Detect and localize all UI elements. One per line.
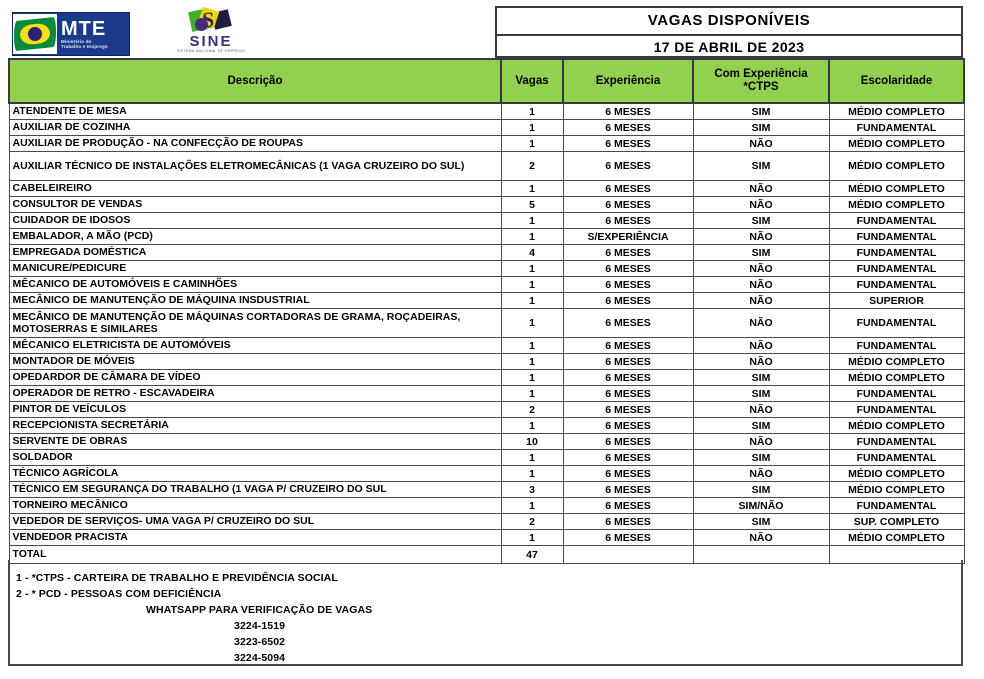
cell-experiencia: S/EXPERIÊNCIA: [563, 229, 693, 245]
cell-total-vagas: 47: [501, 546, 563, 564]
cell-descricao: MÊCANICO DE AUTOMÓVEIS E CAMINHÕES: [9, 277, 501, 293]
cell-experiencia: 6 MESES: [563, 293, 693, 309]
table-row: [9, 309, 964, 338]
table-row: [9, 418, 964, 434]
table-row: [9, 197, 964, 213]
cell-escolaridade: FUNDAMENTAL: [829, 386, 964, 402]
cell-experiencia: 6 MESES: [563, 277, 693, 293]
cell-com-experiencia-ctps: NÃO: [693, 434, 829, 450]
cell-vagas: 1: [501, 181, 563, 197]
table-row: [9, 293, 964, 309]
column-header-experiencia: Experiência: [563, 59, 693, 103]
cell-escolaridade: SUP. COMPLETO: [829, 514, 964, 530]
table-row: [9, 498, 964, 514]
table-row: [9, 261, 964, 277]
sine-subtitle: SISTEMA NACIONAL DE EMPREGO: [176, 49, 246, 53]
column-header-escolaridade: Escolaridade: [829, 59, 964, 103]
mte-acronym: MTE: [61, 17, 107, 40]
cell-com-experiencia-ctps: NÃO: [693, 136, 829, 152]
cell-escolaridade: FUNDAMENTAL: [829, 277, 964, 293]
table-row: [9, 402, 964, 418]
table-row: [9, 136, 964, 152]
cell-descricao: CONSULTOR DE VENDAS: [9, 197, 501, 213]
table-row: [9, 386, 964, 402]
cell-escolaridade: FUNDAMENTAL: [829, 434, 964, 450]
table-row: [9, 103, 964, 120]
table-row: [9, 120, 964, 136]
cell-com-experiencia-ctps: NÃO: [693, 229, 829, 245]
cell-descricao: TÉCNICO AGRÍCOLA: [9, 466, 501, 482]
cell-escolaridade: FUNDAMENTAL: [829, 213, 964, 229]
cell-escolaridade: FUNDAMENTAL: [829, 245, 964, 261]
cell-com-experiencia-ctps: NÃO: [693, 181, 829, 197]
cell-experiencia: 6 MESES: [563, 498, 693, 514]
cell-descricao: OPERADOR DE RETRO - ESCAVADEIRA: [9, 386, 501, 402]
column-header-ctps-line2: *CTPS: [743, 81, 779, 93]
cell-vagas: 1: [501, 466, 563, 482]
cell-descricao: MÊCANICO ELETRICISTA DE AUTOMÓVEIS: [9, 338, 501, 354]
cell-vagas: 1: [501, 229, 563, 245]
column-header-vagas: Vagas: [501, 59, 563, 103]
cell-escolaridade: MÉDIO COMPLETO: [829, 354, 964, 370]
cell-descricao: CABELEIREIRO: [9, 181, 501, 197]
whatsapp-phone-3: 3224-5094: [234, 652, 286, 664]
cell-descricao: EMBALADOR, A MÃO (PCD): [9, 229, 501, 245]
table-row: [9, 213, 964, 229]
cell-total-label: TOTAL: [9, 546, 501, 564]
cell-escolaridade: MÉDIO COMPLETO: [829, 197, 964, 213]
cell-com-experiencia-ctps: SIM: [693, 514, 829, 530]
cell-escolaridade: SUPERIOR: [829, 293, 964, 309]
cell-descricao: AUXILIAR DE PRODUÇÃO - NA CONFECÇÃO DE ROUPAS: [9, 136, 501, 152]
cell-com-experiencia-ctps: SIM: [693, 450, 829, 466]
cell-com-experiencia-ctps: NÃO: [693, 277, 829, 293]
cell-descricao: ATENDENTE DE MESA: [9, 103, 501, 120]
cell-experiencia: 6 MESES: [563, 466, 693, 482]
cell-com-experiencia-ctps: SIM: [693, 120, 829, 136]
cell-descricao: AUXILIAR TÉCNICO DE INSTALAÇÕES ELETROMECÂNICAS (1 VAGA CRUZEIRO DO SUL): [9, 152, 501, 181]
whatsapp-phone-2: 3223-6502: [234, 636, 286, 648]
page-date: 17 DE ABRIL DE 2023: [653, 39, 805, 55]
whatsapp-phone-1: 3224-1519: [234, 620, 286, 632]
cell-experiencia: 6 MESES: [563, 103, 693, 120]
mte-logo: [12, 12, 130, 56]
cell-descricao: TORNEIRO MECÂNICO: [9, 498, 501, 514]
cell-vagas: 1: [501, 498, 563, 514]
cell-com-experiencia-ctps: SIM: [693, 370, 829, 386]
cell-vagas: 1: [501, 370, 563, 386]
table-row: [9, 466, 964, 482]
cell-experiencia: 6 MESES: [563, 402, 693, 418]
cell-com-experiencia-ctps: NÃO: [693, 354, 829, 370]
cell-descricao: SERVENTE DE OBRAS: [9, 434, 501, 450]
cell-com-experiencia-ctps: SIM/NÃO: [693, 498, 829, 514]
cell-vagas: 1: [501, 530, 563, 546]
cell-vagas: 2: [501, 514, 563, 530]
cell-descricao: PINTOR DE VEÍCULOS: [9, 402, 501, 418]
cell-escolaridade: MÉDIO COMPLETO: [829, 181, 964, 197]
cell-com-experiencia-ctps: NÃO: [693, 338, 829, 354]
cell-vagas: 4: [501, 245, 563, 261]
cell-descricao: RECEPCIONISTA SECRETÁRIA: [9, 418, 501, 434]
table-row: [9, 152, 964, 181]
cell-escolaridade: FUNDAMENTAL: [829, 402, 964, 418]
cell-escolaridade: FUNDAMENTAL: [829, 120, 964, 136]
note-ctps: 1 - *CTPS - CARTEIRA DE TRABALHO E PREVIDÊNCIA SOCIAL: [16, 572, 338, 584]
logo-area: [8, 6, 495, 58]
cell-vagas: 2: [501, 402, 563, 418]
cell-escolaridade: FUNDAMENTAL: [829, 338, 964, 354]
cell-escolaridade: MÉDIO COMPLETO: [829, 482, 964, 498]
column-header-descricao: Descrição: [9, 59, 501, 103]
cell-experiencia: 6 MESES: [563, 152, 693, 181]
table-row: [9, 482, 964, 498]
sine-wordmark: SINE: [189, 33, 233, 50]
cell-escolaridade: MÉDIO COMPLETO: [829, 530, 964, 546]
cell-descricao: AUXILIAR DE COZINHA: [9, 120, 501, 136]
cell-vagas: 1: [501, 120, 563, 136]
cell-escolaridade: FUNDAMENTAL: [829, 498, 964, 514]
cell-com-experiencia-ctps: SIM: [693, 482, 829, 498]
cell-experiencia: 6 MESES: [563, 434, 693, 450]
sine-logo: [176, 8, 246, 58]
cell-experiencia: 6 MESES: [563, 245, 693, 261]
cell-vagas: 1: [501, 450, 563, 466]
cell-escolaridade: MÉDIO COMPLETO: [829, 370, 964, 386]
cell-experiencia: 6 MESES: [563, 181, 693, 197]
cell-com-experiencia-ctps: NÃO: [693, 466, 829, 482]
cell-com-experiencia-ctps: SIM: [693, 245, 829, 261]
cell-descricao: MECÂNICO DE MANUTENÇÃO DE MÁQUINAS CORTADORAS DE GRAMA, ROÇADEIRAS, MOTOSERRAS E SIMILARES: [9, 309, 501, 338]
vacancies-table: [8, 58, 965, 564]
cell-com-experiencia-ctps: NÃO: [693, 293, 829, 309]
cell-vagas: 1: [501, 386, 563, 402]
table-row: [9, 530, 964, 546]
cell-experiencia: 6 MESES: [563, 450, 693, 466]
cell-experiencia: 6 MESES: [563, 418, 693, 434]
cell-escolaridade: MÉDIO COMPLETO: [829, 103, 964, 120]
cell-escolaridade: FUNDAMENTAL: [829, 309, 964, 338]
cell-experiencia: 6 MESES: [563, 136, 693, 152]
mte-subtitle-line2: Trabalho e Emprego: [61, 44, 108, 49]
table-row: [9, 277, 964, 293]
page-title: VAGAS DISPONÍVEIS: [497, 8, 961, 36]
cell-vagas: 1: [501, 261, 563, 277]
cell-com-experiencia-ctps: NÃO: [693, 197, 829, 213]
cell-com-experiencia-ctps: SIM: [693, 103, 829, 120]
cell-descricao: SOLDADOR: [9, 450, 501, 466]
cell-descricao: VENDEDOR PRACISTA: [9, 530, 501, 546]
whatsapp-label: WHATSAPP PARA VERIFICAÇÃO DE VAGAS: [146, 604, 373, 616]
cell-vagas: 1: [501, 136, 563, 152]
cell-escolaridade: MÉDIO COMPLETO: [829, 418, 964, 434]
cell-experiencia: 6 MESES: [563, 309, 693, 338]
vacancies-table-container: [8, 58, 963, 564]
cell-vagas: 1: [501, 103, 563, 120]
footer-notes: [8, 560, 963, 666]
cell-experiencia: 6 MESES: [563, 514, 693, 530]
mte-subtitle-line1: Ministério do: [61, 38, 92, 44]
cell-descricao: EMPREGADA DOMÉSTICA: [9, 245, 501, 261]
table-row: [9, 434, 964, 450]
cell-vagas: 1: [501, 309, 563, 338]
cell-com-experiencia-ctps: SIM: [693, 418, 829, 434]
table-row: [9, 370, 964, 386]
cell-com-experiencia-ctps: SIM: [693, 386, 829, 402]
cell-com-experiencia-ctps: NÃO: [693, 402, 829, 418]
cell-com-experiencia-ctps: NÃO: [693, 309, 829, 338]
column-header-com-experiencia-ctps: [693, 59, 829, 103]
cell-vagas: 2: [501, 152, 563, 181]
cell-com-experiencia-ctps: SIM: [693, 213, 829, 229]
cell-descricao: OPEDARDOR DE CÂMARA DE VÍDEO: [9, 370, 501, 386]
cell-experiencia: 6 MESES: [563, 370, 693, 386]
cell-escolaridade: MÉDIO COMPLETO: [829, 136, 964, 152]
cell-com-experiencia-ctps: SIM: [693, 152, 829, 181]
sine-mark-icon: S: [188, 8, 234, 34]
cell-com-experiencia-ctps: NÃO: [693, 530, 829, 546]
cell-vagas: 1: [501, 213, 563, 229]
cell-descricao: TÉCNICO EM SEGURANÇA DO TRABALHO (1 VAGA P/ CRUZEIRO DO SUL: [9, 482, 501, 498]
column-header-ctps-line1: Com Experiência: [714, 68, 808, 80]
cell-experiencia: 6 MESES: [563, 354, 693, 370]
table-body: [9, 103, 964, 564]
table-row: [9, 338, 964, 354]
table-row: [9, 229, 964, 245]
table-row: [9, 245, 964, 261]
cell-experiencia: 6 MESES: [563, 213, 693, 229]
cell-vagas: 1: [501, 277, 563, 293]
cell-vagas: 5: [501, 197, 563, 213]
cell-experiencia: 6 MESES: [563, 338, 693, 354]
table-row: [9, 450, 964, 466]
cell-vagas: 3: [501, 482, 563, 498]
cell-vagas: 1: [501, 418, 563, 434]
mte-logo-text: [57, 19, 108, 50]
cell-experiencia: 6 MESES: [563, 482, 693, 498]
cell-escolaridade: MÉDIO COMPLETO: [829, 152, 964, 181]
table-header-row: [9, 59, 964, 103]
cell-escolaridade: FUNDAMENTAL: [829, 229, 964, 245]
brazil-flag-icon: [13, 14, 57, 54]
title-block: [495, 6, 963, 58]
cell-descricao: MECÂNICO DE MANUTENÇÃO DE MÁQUINA INSDUSTRIAL: [9, 293, 501, 309]
cell-experiencia: 6 MESES: [563, 261, 693, 277]
cell-experiencia: 6 MESES: [563, 120, 693, 136]
cell-vagas: 1: [501, 338, 563, 354]
cell-experiencia: 6 MESES: [563, 386, 693, 402]
cell-experiencia: 6 MESES: [563, 530, 693, 546]
cell-escolaridade: FUNDAMENTAL: [829, 261, 964, 277]
cell-descricao: VEDEDOR DE SERVIÇOS- UMA VAGA P/ CRUZEIRO DO SUL: [9, 514, 501, 530]
cell-descricao: MANICURE/PEDICURE: [9, 261, 501, 277]
cell-escolaridade: MÉDIO COMPLETO: [829, 466, 964, 482]
cell-com-experiencia-ctps: NÃO: [693, 261, 829, 277]
cell-experiencia: 6 MESES: [563, 197, 693, 213]
cell-descricao: CUIDADOR DE IDOSOS: [9, 213, 501, 229]
cell-vagas: 1: [501, 354, 563, 370]
cell-descricao: MONTADOR DE MÓVEIS: [9, 354, 501, 370]
document-header: [8, 6, 963, 58]
table-row: [9, 181, 964, 197]
table-row: [9, 354, 964, 370]
table-row: [9, 514, 964, 530]
cell-vagas: 1: [501, 293, 563, 309]
cell-vagas: 10: [501, 434, 563, 450]
note-pcd: 2 - * PCD - PESSOAS COM DEFICIÊNCIA: [16, 588, 222, 600]
cell-escolaridade: FUNDAMENTAL: [829, 450, 964, 466]
